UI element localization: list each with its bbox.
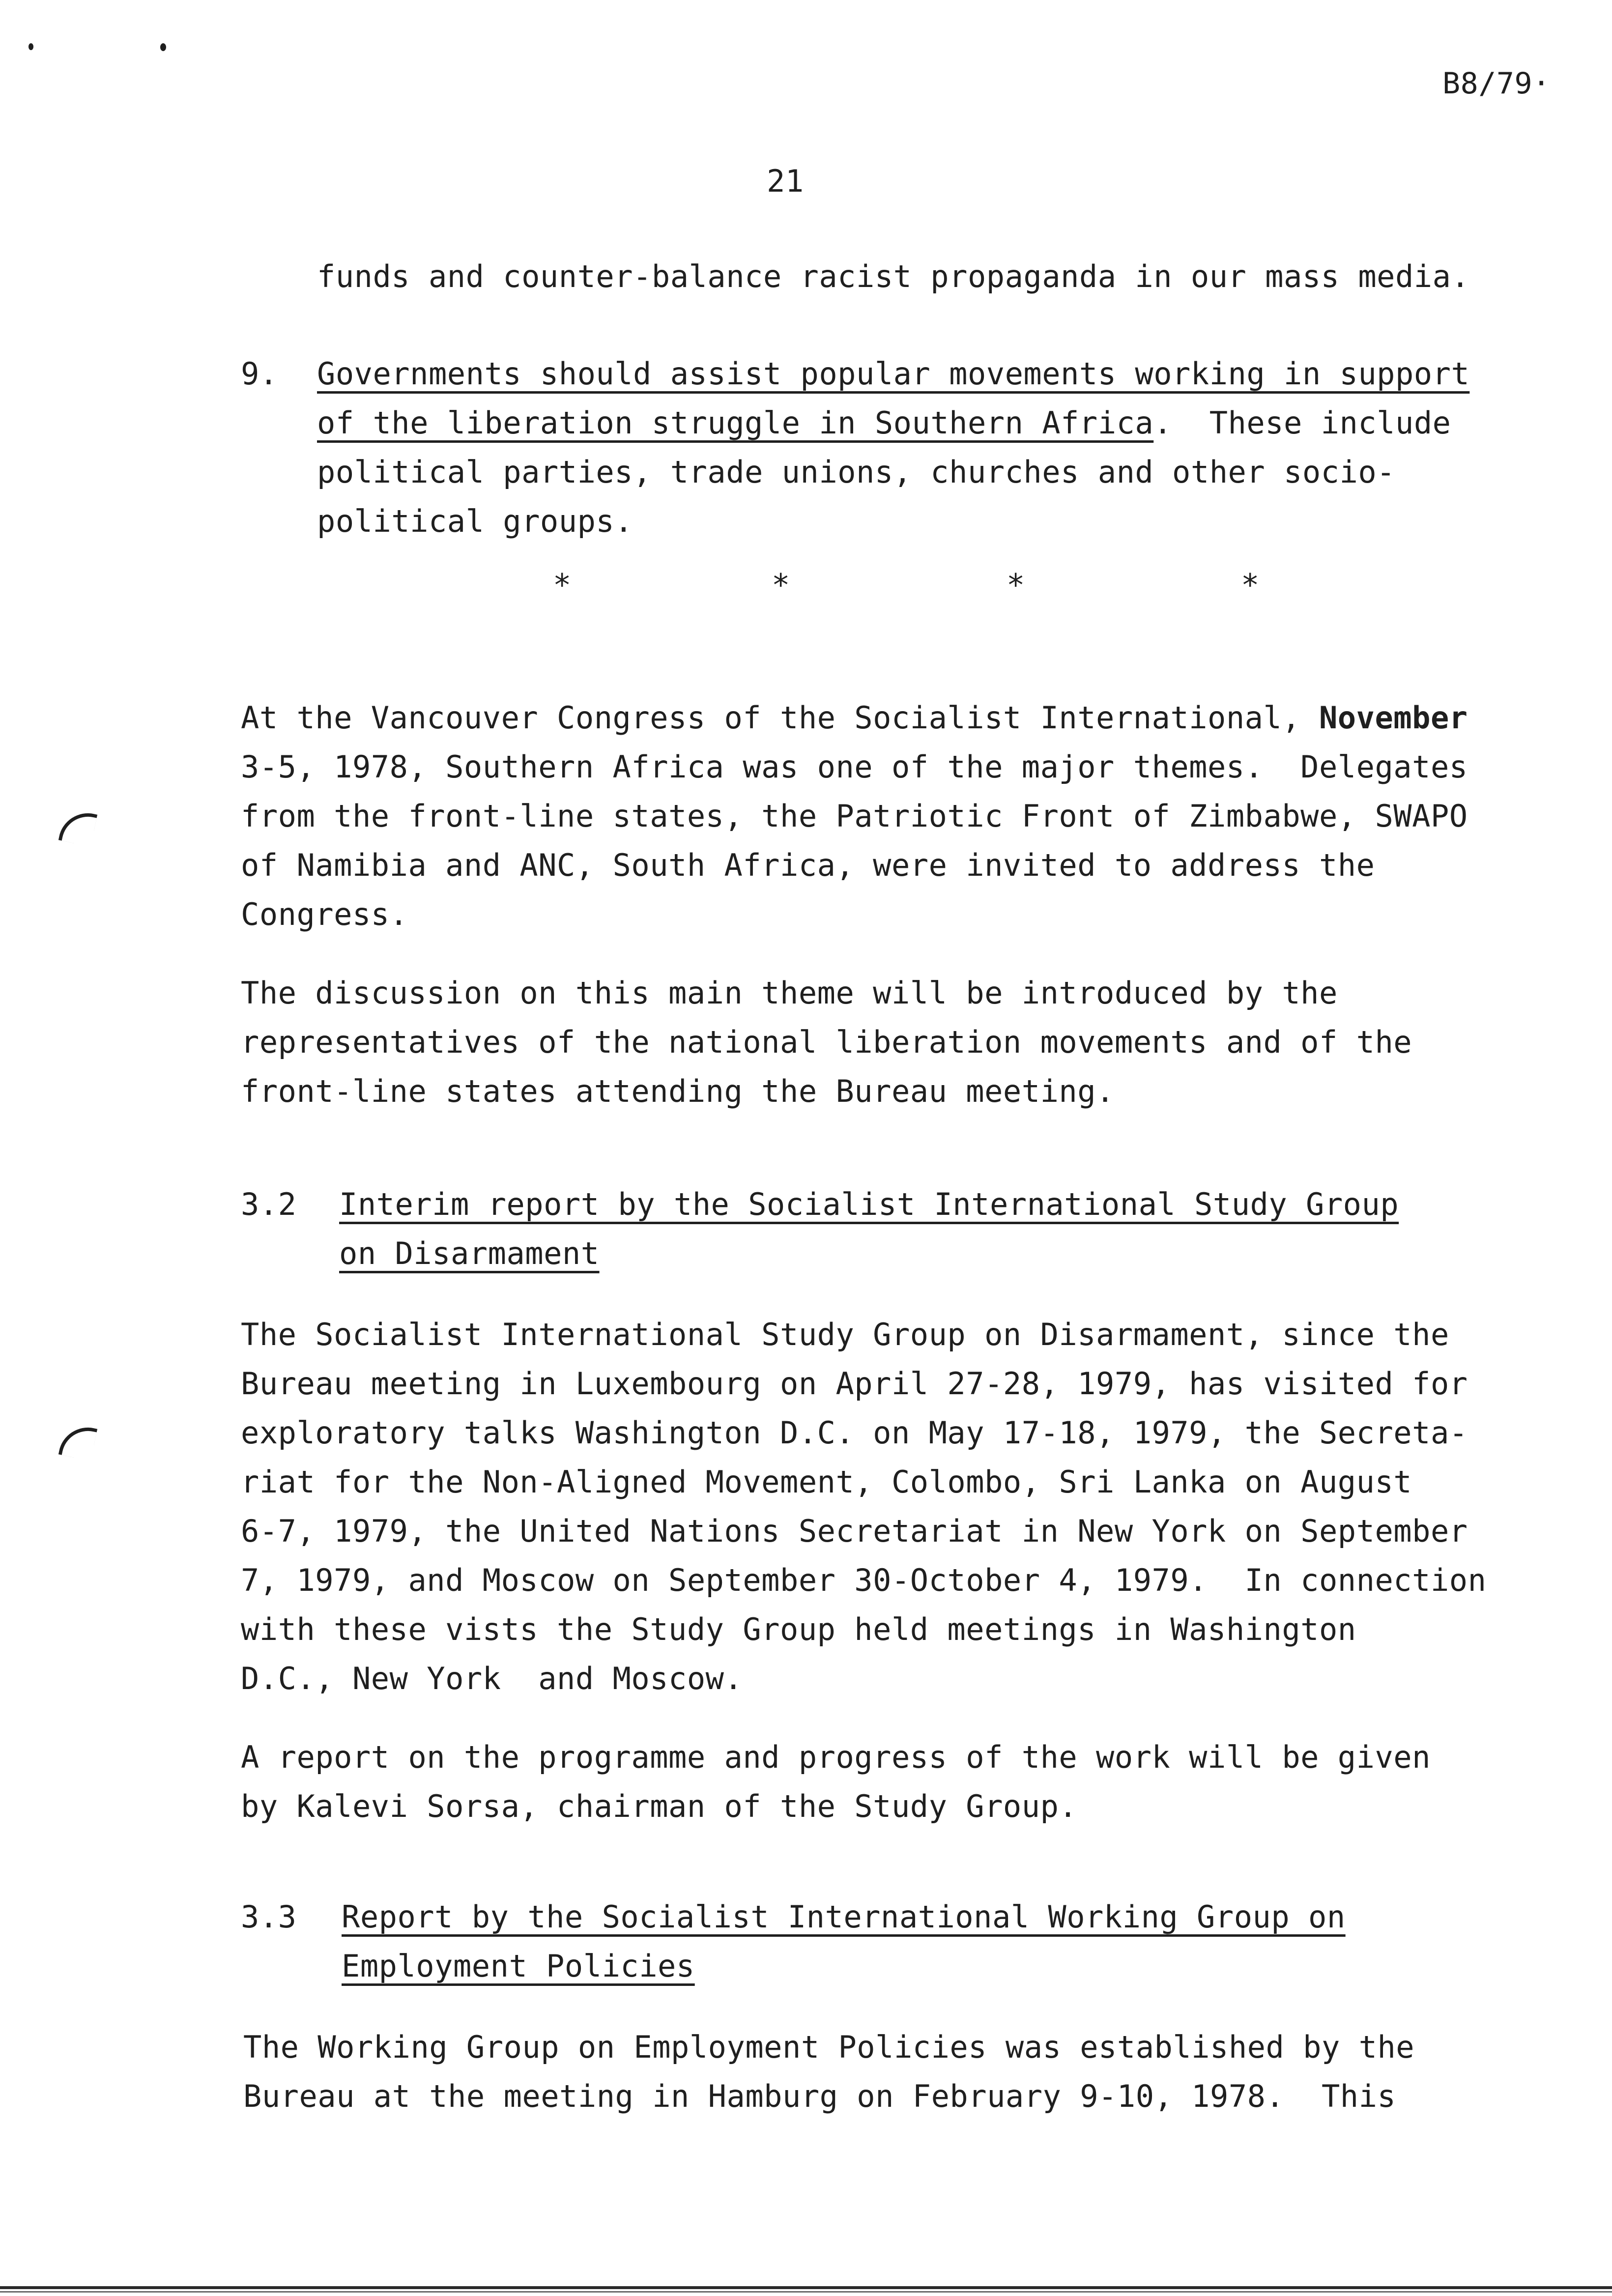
paragraph-line: The Socialist International Study Group on Disarmament, since the — [241, 1317, 1449, 1352]
page-bottom-rule — [0, 2291, 1612, 2293]
section-title: Employment Policies — [342, 1948, 695, 1984]
page-number: 21 — [767, 163, 804, 199]
paragraph-line: funds and counter-balance racist propaganda in our mass media. — [317, 258, 1470, 294]
paragraph-line: with these vists the Study Group held meetings in Washington — [241, 1611, 1356, 1647]
list-item-line: political parties, trade unions, churches and other socio- — [317, 454, 1395, 490]
paragraph-line: D.C., New York and Moscow. — [241, 1661, 743, 1696]
scan-speck — [160, 43, 166, 51]
page-bottom-rule — [0, 2286, 1612, 2289]
paragraph-line: of Namibia and ANC, South Africa, were invited to address the — [241, 847, 1375, 883]
list-item-line: political groups. — [317, 503, 633, 539]
paragraph-line: The discussion on this main theme will be introduced by the — [241, 975, 1338, 1011]
paragraph-line: 7, 1979, and Moscow on September 30-October 4, 1979. In connection — [241, 1562, 1487, 1598]
paragraph-line: Bureau at the meeting in Hamburg on February 9-10, 1978. This — [243, 2078, 1396, 2114]
section-number: 3.2 — [241, 1186, 297, 1222]
paragraph-line: A report on the programme and progress of the work will be given — [241, 1739, 1431, 1775]
list-item-line — [317, 405, 1451, 441]
paragraph-line: exploratory talks Washington D.C. on May 17-18, 1979, the Secreta- — [241, 1415, 1468, 1451]
hole-punch-mark — [58, 808, 97, 847]
section-title: Interim report by the Socialist International Study Group — [339, 1186, 1399, 1222]
document-reference: B8/79· — [1442, 66, 1551, 101]
list-item-heading: Governments should assist popular movements working in support — [317, 356, 1470, 392]
paragraph-text: At the Vancouver Congress of the Socialist International, — [241, 700, 1319, 736]
scan-speck — [29, 43, 33, 50]
paragraph-line: front-line states attending the Bureau meeting. — [241, 1073, 1115, 1109]
paragraph-line: Congress. — [241, 896, 408, 932]
paragraph-line: riat for the Non-Aligned Movement, Colombo, Sri Lanka on August — [241, 1464, 1412, 1500]
list-item-heading-underlined: of the liberation struggle in Southern Africa — [317, 405, 1154, 441]
section-number: 3.3 — [241, 1899, 297, 1935]
list-item-heading-rest: . These include — [1153, 405, 1451, 441]
paragraph-line: The Working Group on Employment Policies was established by the — [243, 2029, 1415, 2065]
paragraph-line — [241, 700, 1468, 736]
paragraph-line: from the front-line states, the Patriotic Front of Zimbabwe, SWAPO — [241, 798, 1468, 834]
paragraph-text-bold: November — [1319, 700, 1468, 736]
paragraph-line: Bureau meeting in Luxembourg on April 27-28, 1979, has visited for — [241, 1366, 1468, 1402]
separator-star: * — [1007, 567, 1025, 603]
separator-star: * — [553, 567, 572, 603]
section-title: on Disarmament — [339, 1235, 600, 1271]
paragraph-line: representatives of the national liberation movements and of the — [241, 1024, 1412, 1060]
section-title: Report by the Socialist International Working Group on — [342, 1899, 1346, 1935]
paragraph-line: 6-7, 1979, the United Nations Secretariat in New York on September — [241, 1513, 1468, 1549]
paragraph-line: by Kalevi Sorsa, chairman of the Study Group. — [241, 1788, 1078, 1824]
paragraph-line: 3-5, 1978, Southern Africa was one of the major themes. Delegates — [241, 749, 1468, 785]
separator-star: * — [772, 567, 790, 603]
list-item-number: 9. — [241, 356, 278, 392]
hole-punch-mark — [58, 1422, 97, 1461]
separator-star: * — [1241, 567, 1260, 603]
